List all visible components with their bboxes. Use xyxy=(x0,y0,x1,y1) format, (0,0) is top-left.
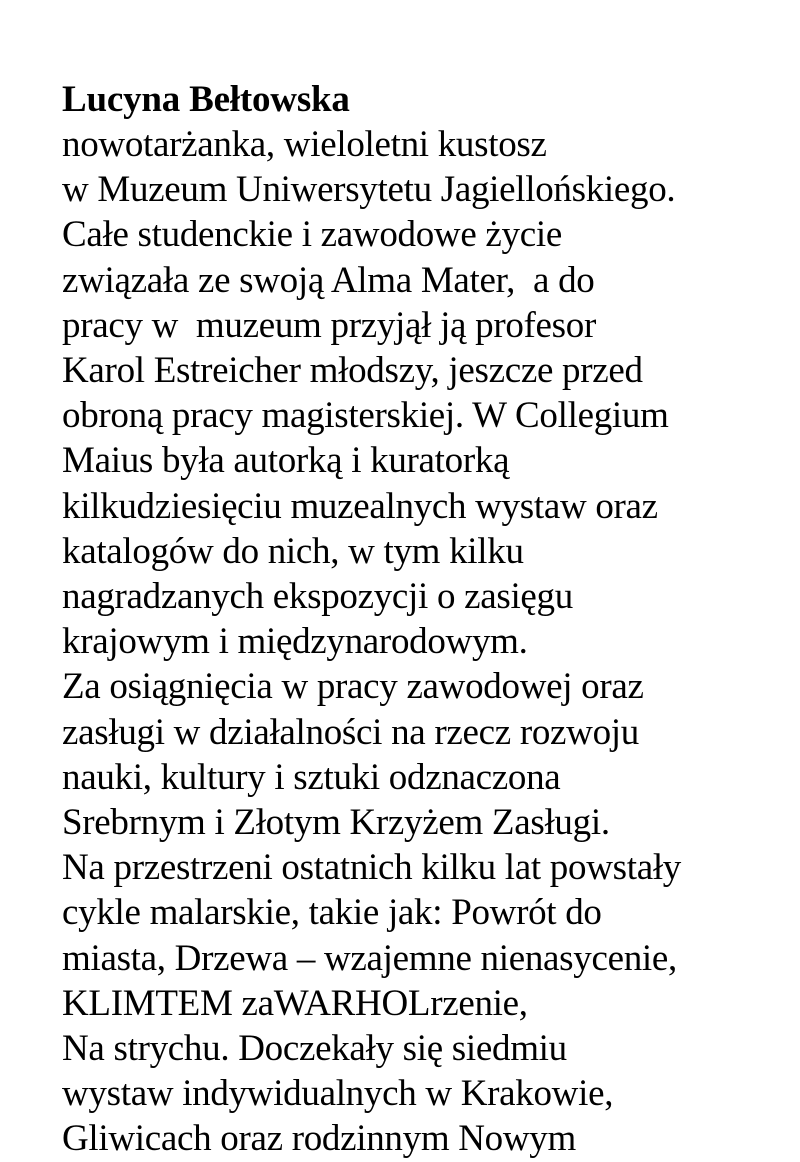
text-line: Za osiągnięcia w pracy zawodowej oraz xyxy=(62,666,644,708)
text-line: obroną pracy magisterskiej. W Collegium xyxy=(62,395,669,437)
text-line: KLIMTEM zaWARHOLrzenie, xyxy=(62,982,528,1024)
text-line: pracy w muzeum przyjął ją profesor xyxy=(62,304,597,346)
text-line: Srebrnym i Złotym Krzyżem Zasługi. xyxy=(62,802,610,844)
text-line: Maius była autorką i kuratorką xyxy=(62,440,510,482)
text-line: miasta, Drzewa – wzajemne nienasycenie, xyxy=(62,937,677,979)
text-line: krajowym i międzynarodowym. xyxy=(62,621,528,663)
text-line: w Muzeum Uniwersytetu Jagiellońskiego. xyxy=(62,169,676,211)
text-line: cykle malarskie, takie jak: Powrót do xyxy=(62,892,602,934)
text-line: nauki, kultury i sztuki odznaczona xyxy=(62,756,561,798)
text-line: zasługi w działalności na rzecz rozwoju xyxy=(62,711,639,753)
text-line: kilkudziesięciu muzealnych wystaw oraz xyxy=(62,485,658,527)
text-line: Na strychu. Doczekały się siedmiu xyxy=(62,1028,567,1070)
text-line: Na przestrzeni ostatnich kilku lat powstały xyxy=(62,847,682,889)
text-line: wystaw indywidualnych w Krakowie, xyxy=(62,1073,614,1115)
text-line: nagradzanych ekspozycji o zasięgu xyxy=(62,576,573,618)
text-line: związała ze swoją Alma Mater, a do xyxy=(62,259,595,301)
text-line-clipped: Gliwicach oraz rodzinnym Nowym xyxy=(62,1118,576,1160)
document-page xyxy=(62,78,782,1162)
document-title: Lucyna Bełtowska xyxy=(62,79,350,120)
text-line: katalogów do nich, w tym kilku xyxy=(62,530,524,572)
text-line: Karol Estreicher młodszy, jeszcze przed xyxy=(62,350,643,392)
text-line: Całe studenckie i zawodowe życie xyxy=(62,214,562,256)
text-line: nowotarżanka, wieloletni kustosz xyxy=(62,124,547,165)
